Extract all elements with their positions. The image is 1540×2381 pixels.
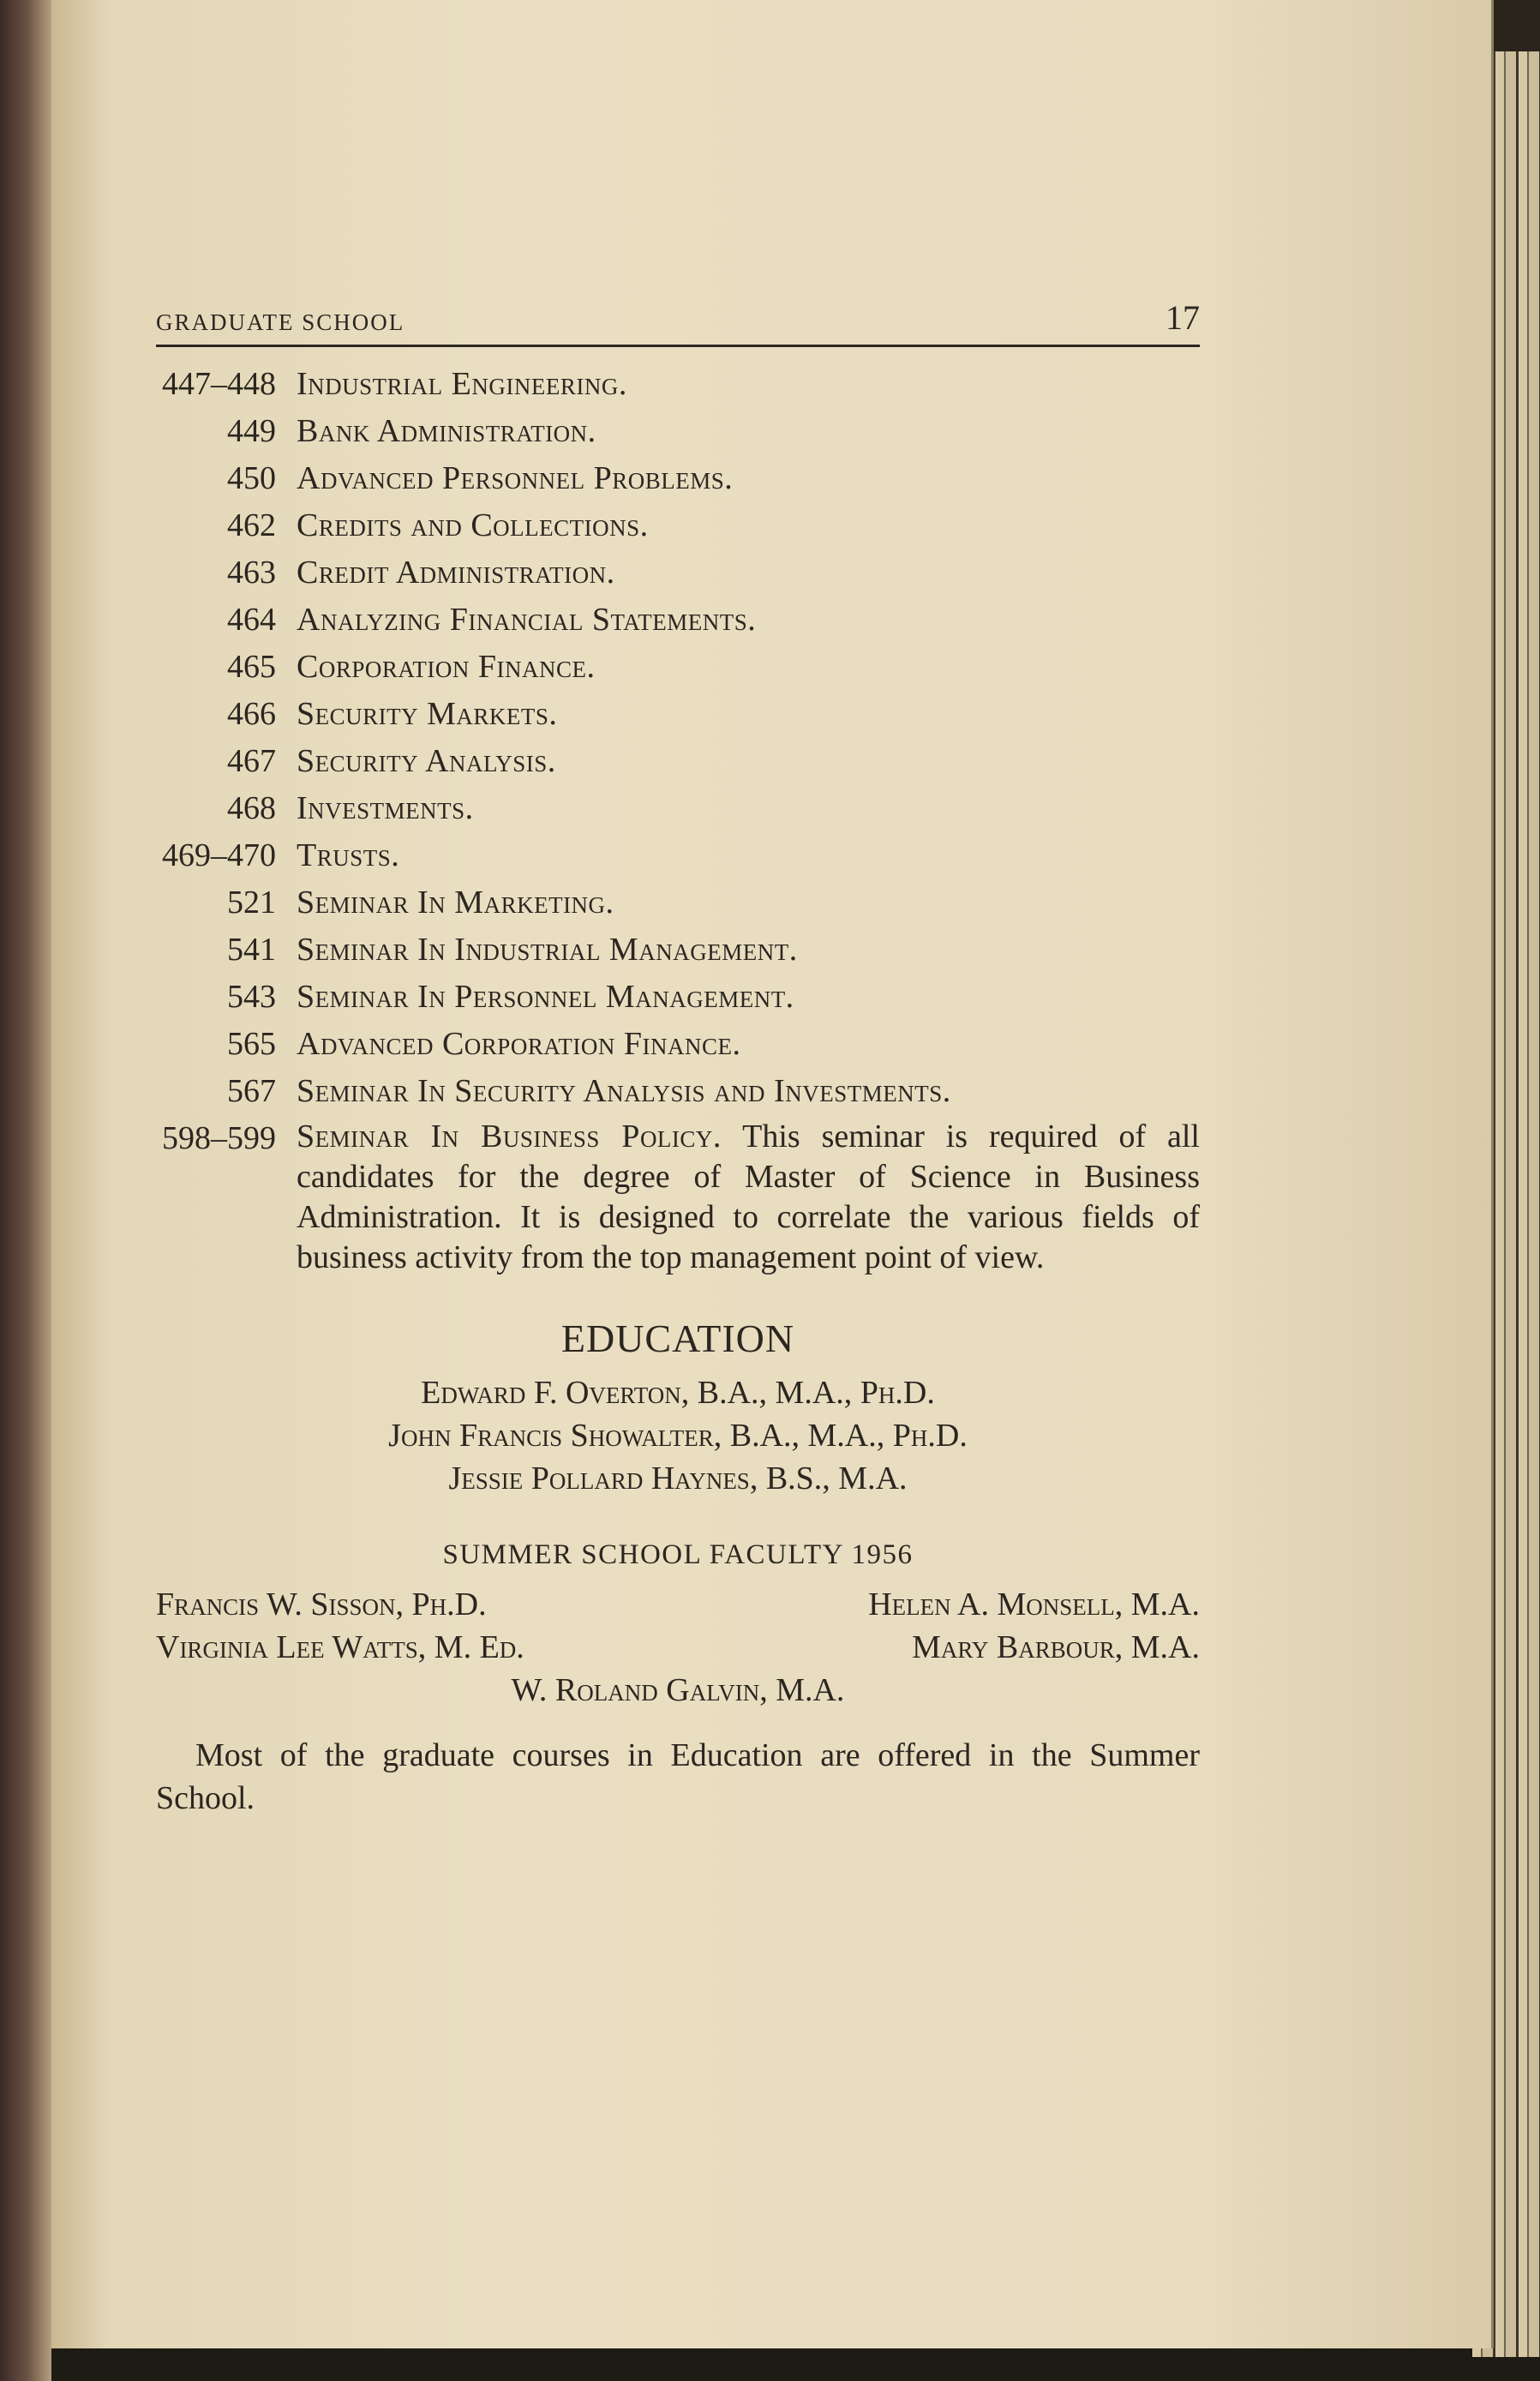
summer-faculty-name: Francis W. Sisson, Ph.D. [156, 1586, 487, 1622]
course-title: Seminar In Personnel Management. [297, 979, 794, 1015]
course-item [156, 598, 1200, 641]
course-number: 565 [227, 1026, 276, 1062]
course-number: 469–470 [162, 837, 276, 873]
summer-faculty-name: Virginia Lee Watts, M. Ed. [156, 1629, 524, 1665]
course-title: Corporation Finance. [297, 649, 596, 685]
course-item [156, 551, 1200, 594]
course-title: Seminar In Industrial Management. [297, 932, 798, 968]
running-head [156, 291, 1200, 347]
course-number: 462 [227, 507, 276, 543]
course-item [156, 928, 1200, 971]
course-item [156, 975, 1200, 1018]
course-number: 465 [227, 649, 276, 685]
course-item [156, 834, 1200, 877]
course-item [156, 1070, 1200, 1113]
page-content [156, 291, 1200, 1852]
education-heading: EDUCATION [560, 1316, 795, 1360]
course-title: Industrial Engineering. [297, 366, 627, 402]
course-title: Seminar In Business Policy. [297, 1119, 722, 1155]
course-item [156, 410, 1200, 453]
summer-faculty-name: W. Roland Galvin, M.A. [511, 1672, 845, 1708]
summer-faculty-name: Helen A. Monsell, M.A. [868, 1586, 1200, 1622]
course-item [156, 1117, 1200, 1278]
summer-faculty-row [156, 1583, 1200, 1626]
course-number: 450 [227, 460, 276, 496]
faculty-name: John Francis Showalter, B.A., M.A., Ph.D. [388, 1418, 968, 1454]
faculty-name: Jessie Pollard Haynes, B.S., M.A. [448, 1460, 908, 1496]
course-item [156, 740, 1200, 783]
course-title: Bank Administration. [297, 413, 596, 449]
page-number: 17 [1165, 298, 1200, 337]
course-entry-text [297, 1117, 1200, 1278]
page-bottom-shadow [51, 2348, 1540, 2381]
course-title: Security Analysis. [297, 743, 556, 779]
course-item [156, 457, 1200, 500]
course-title: Seminar In Marketing. [297, 885, 614, 921]
course-number: 463 [227, 555, 276, 591]
course-description: This seminar is required of all candidates for the degree of Master of Science in Business Administration. It is designed to correlate the various fields of business activity from the top management point of view. [297, 1119, 1200, 1275]
course-title: Credit Administration. [297, 555, 615, 591]
running-head-title: GRADUATE SCHOOL [156, 309, 405, 335]
course-title: Advanced Corporation Finance. [297, 1026, 741, 1062]
course-item [156, 363, 1200, 405]
course-number: 447–448 [162, 366, 276, 402]
course-number: 467 [227, 743, 276, 779]
course-number: 598–599 [162, 1120, 276, 1156]
course-number: 468 [227, 790, 276, 826]
course-item [156, 881, 1200, 924]
course-title: Security Markets. [297, 696, 558, 732]
course-title: Trusts. [297, 837, 400, 873]
course-title: Analyzing Financial Statements. [297, 602, 757, 638]
course-item [156, 787, 1200, 830]
faculty-name: Edward F. Overton, B.A., M.A., Ph.D. [421, 1375, 935, 1411]
course-number: 449 [227, 413, 276, 449]
course-number: 464 [227, 602, 276, 638]
course-title: Investments. [297, 790, 474, 826]
course-title: Advanced Personnel Problems. [297, 460, 734, 496]
course-item [156, 504, 1200, 547]
course-item [156, 645, 1200, 688]
course-item [156, 1023, 1200, 1065]
course-number: 466 [227, 696, 276, 732]
course-number: 567 [227, 1073, 276, 1109]
summer-faculty-name: Mary Barbour, M.A. [912, 1629, 1200, 1665]
course-number: 541 [227, 932, 276, 968]
course-item [156, 693, 1200, 735]
course-number: 543 [227, 979, 276, 1015]
course-title: Seminar In Security Analysis and Investments. [297, 1073, 951, 1109]
summer-school-heading: SUMMER SCHOOL FACULTY 1956 [442, 1539, 914, 1570]
summer-faculty-row [156, 1626, 1200, 1669]
course-list [156, 363, 1200, 1278]
course-number: 521 [227, 885, 276, 921]
course-title: Credits and Collections. [297, 507, 649, 543]
education-note: Most of the graduate courses in Education are offered in the Summer School. [156, 1737, 1200, 1816]
